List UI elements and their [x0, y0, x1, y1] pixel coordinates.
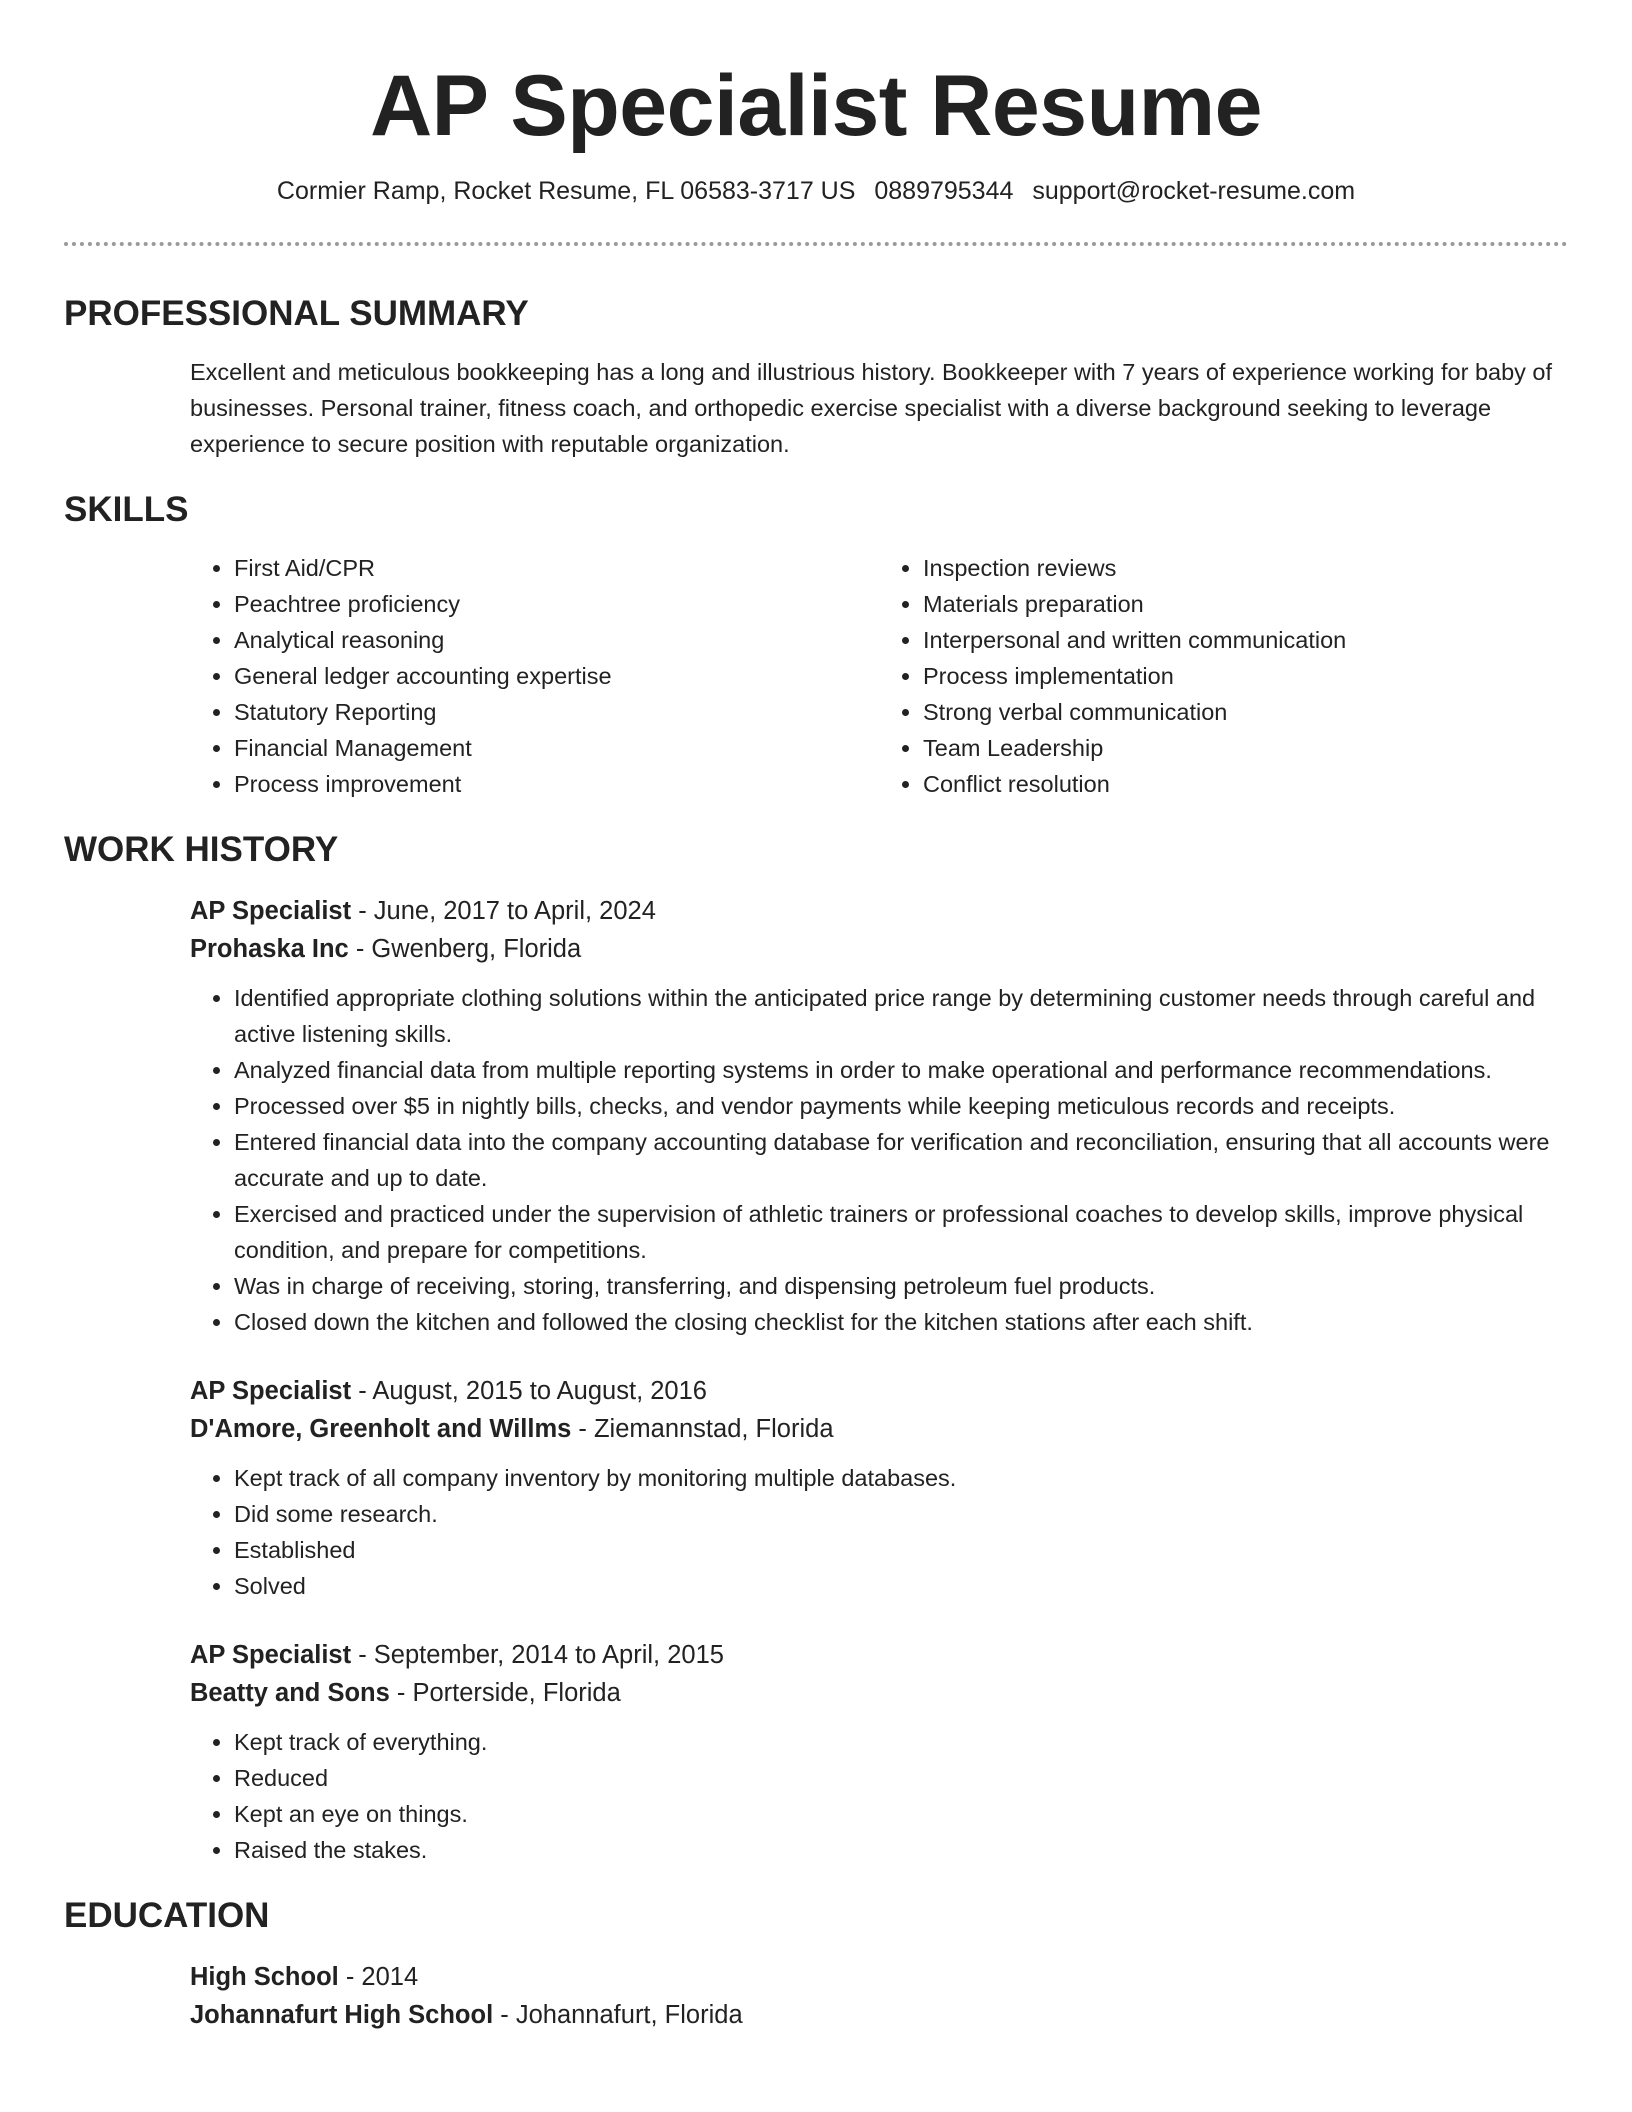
skill-item: • Process implementation [923, 658, 1568, 694]
skill-item: • Process improvement [234, 766, 879, 802]
job-bullet: • Was in charge of receiving, storing, transferring, and dispensing petroleum fuel products. [234, 1268, 1568, 1304]
skill-item: • Strong verbal communication [923, 694, 1568, 730]
contact-address: Cormier Ramp, Rocket Resume, FL 06583-3717 US [276, 177, 856, 205]
job-entry [190, 1636, 1568, 1868]
contact-phone: 0889795344 [874, 177, 1014, 205]
job-title-line [190, 1372, 1568, 1410]
job-bullet: • Solved [234, 1568, 1568, 1604]
skill-item: • Peachtree proficiency [234, 586, 879, 622]
job-bullet: • Kept an eye on things. [234, 1796, 1568, 1832]
job-bullet: • Kept track of all company inventory by monitoring multiple databases. [234, 1460, 1568, 1496]
job-bullet: • Kept track of everything. [234, 1724, 1568, 1760]
skill-item: • Materials preparation [923, 586, 1568, 622]
skills-heading: SKILLS [64, 490, 189, 529]
job-bullet: • Reduced [234, 1760, 1568, 1796]
education-location: - Johannafurt, Florida [493, 2001, 743, 2029]
resume-page [64, 0, 1568, 2034]
job-bullet: • Analyzed financial data from multiple reporting systems in order to make operational and performance recommendations. [234, 1052, 1568, 1088]
job-bullets [190, 980, 1568, 1340]
skill-item: • First Aid/CPR [234, 550, 879, 586]
job-title: AP Specialist [190, 1641, 352, 1669]
job-dates: - August, 2015 to August, 2016 [351, 1377, 707, 1405]
job-bullet: • Did some research. [234, 1496, 1568, 1532]
education-degree: High School [190, 1963, 339, 1991]
job-location: - Porterside, Florida [389, 1679, 621, 1707]
job-entry [190, 892, 1568, 1340]
summary-text: Excellent and meticulous bookkeeping has a long and illustrious history. Bookkeeper with 7 years of experience working for baby of businesses. Personal trainer, fitness coach, and orthopedic exercise specialist with a diverse background seeking to leverage experience to secure position with reputable organization. [190, 359, 1553, 457]
job-company-line [190, 1410, 1568, 1448]
work-history-heading: WORK HISTORY [64, 830, 339, 869]
job-dates: - September, 2014 to April, 2015 [351, 1641, 724, 1669]
skill-item: • Inspection reviews [923, 550, 1568, 586]
job-bullet: • Closed down the kitchen and followed the closing checklist for the kitchen stations after each shift. [234, 1304, 1568, 1340]
skill-item: • Statutory Reporting [234, 694, 879, 730]
job-bullet: • Identified appropriate clothing solutions within the anticipated price range by determining customer needs through careful and active listening skills. [234, 980, 1568, 1052]
job-title-line [190, 892, 1568, 930]
job-bullet: • Established [234, 1532, 1568, 1568]
job-title: AP Specialist [190, 897, 352, 925]
job-location: - Gwenberg, Florida [348, 935, 582, 963]
education-heading: EDUCATION [64, 1896, 270, 1935]
job-title-line [190, 1636, 1568, 1674]
skills-list [190, 550, 1568, 802]
education-school: Johannafurt High School [190, 2001, 494, 2029]
contact-email: support@rocket-resume.com [1032, 177, 1356, 205]
job-bullets [190, 1724, 1568, 1868]
job-dates: - June, 2017 to April, 2024 [351, 897, 656, 925]
summary-heading: PROFESSIONAL SUMMARY [64, 294, 529, 333]
education-school-line [190, 1996, 1568, 2034]
job-bullet: • Processed over $5 in nightly bills, checks, and vendor payments while keeping meticulous records and receipts. [234, 1088, 1568, 1124]
education-degree-line [190, 1958, 1568, 1996]
job-company: D'Amore, Greenholt and Willms [190, 1415, 572, 1443]
job-company: Prohaska Inc [190, 935, 349, 963]
job-location: - Ziemannstad, Florida [571, 1415, 834, 1443]
job-bullet: • Entered financial data into the company accounting database for verification and reconciliation, ensuring that all accounts were accurate and up to date. [234, 1124, 1568, 1196]
job-bullet: • Exercised and practiced under the supervision of athletic trainers or professional coaches to develop skills, improve physical condition, and prepare for competitions. [234, 1196, 1568, 1268]
skill-item: • Analytical reasoning [234, 622, 879, 658]
skill-item: • General ledger accounting expertise [234, 658, 879, 694]
skill-item: • Financial Management [234, 730, 879, 766]
job-company: Beatty and Sons [190, 1679, 390, 1707]
contact-line [64, 174, 1568, 208]
job-entry [190, 1372, 1568, 1604]
job-bullet: • Raised the stakes. [234, 1832, 1568, 1868]
skill-item: • Conflict resolution [923, 766, 1568, 802]
skills-column-left [190, 550, 879, 802]
job-bullets [190, 1460, 1568, 1604]
education-year: - 2014 [338, 1963, 419, 1991]
skills-column-right [879, 550, 1568, 802]
job-company-line [190, 930, 1568, 968]
skill-item: • Team Leadership [923, 730, 1568, 766]
header-divider [64, 242, 1568, 246]
skill-item: • Interpersonal and written communication [923, 622, 1568, 658]
education-entry [190, 1958, 1568, 2034]
job-company-line [190, 1674, 1568, 1712]
job-title: AP Specialist [190, 1377, 352, 1405]
resume-title: AP Specialist Resume [370, 58, 1262, 154]
